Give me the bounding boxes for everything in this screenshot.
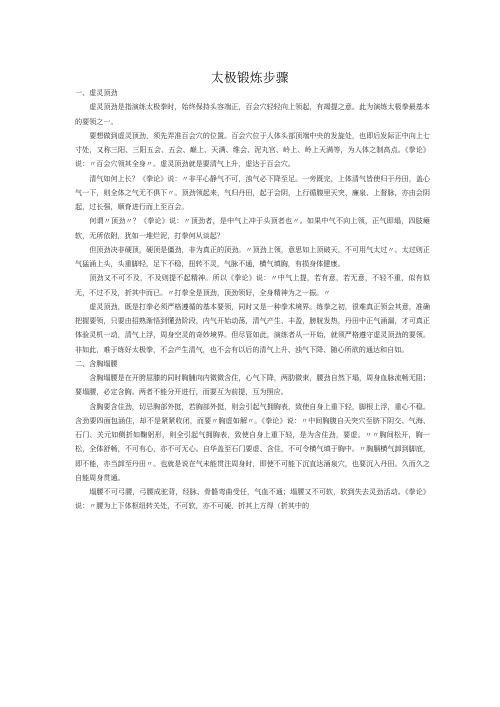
paragraph: 虚灵顶劲，既是打拳必须严格遵循的基本要领，同时又是一种拳术境界。练拳之初，很难真正领会其意，准确把握要领，只要由招熟渐悟到懂劲阶段，内气开始动荡，清气产生、丰盈，膀胱发热，丹田中正气涌漏，才可真正体验灵机一动，清气上浮，周身空灵的奇妙境界。但尽管如此，演练者从一开始，就须严格遵守虚灵顶劲的要领。非如此，难于练好太极拳，不会产生清气，也不会有以后的清气上升、浊气下降、随心所欲的通达和自如。 <box>75 301 430 354</box>
paragraph: 但顶劲决非硬顶，硬顶是僵劲，非为真正的顶劲。〃顶劲上领，意思如上顶破天，不可用气太过〃。太过则正气猛涌上头，头重脚轻，足下不稳，扭转不灵，气脉不通，横气填胸，有损身体健康。 <box>75 244 430 268</box>
paragraph: 虚灵顶劲是指演练太极拳时，始终保持头容端正，百会穴轻轻向上领起，有竭提之意。此为演练太极拳最基本的要领之一。 <box>75 102 430 126</box>
paragraph: 清气如何上长？《拳论》说：〃非平心静气不可，浊气必下降至足。一旁既完，上体清气皆使归于丹田，盖心气一下，则全体之气无不俱下〃。顶劲领起来，气归丹田，起于会阴，上行循腹里天突、廉泉、上督脉，亦由会阴起，过长强，顺脊进行而上至百会。 <box>75 173 430 211</box>
paragraph: 含胸塌腰是在开胯屈膝的同时胸脯向内微微含住，心气下降，两肋微束，腰劲自然下塌，周身血脉流畅无阻；要塌腰，必定含胸。两者不能分开进行，而要互为前提，互为照应。 <box>75 373 430 397</box>
paragraph: 顶劲又不可不及，不及则提不起精神。所以《拳论》说：〃中气上提，若有意，若无意，不轻不重，似有似无，不过不及，折其中而已。〃打拳全是顶劲，顶劲领好，全身精神为之一振。〃 <box>75 273 430 297</box>
paragraph: 含胸要含住劲，切忌胸部外挺，若胸部外挺，则会引起气拥胸表，致使自身上重下轻，脚根上浮，重心不稳。含劲要四面包涵住，却不是紧紧收闭，而要〃胸虚如解〃。《拳论》说：〃中间胸腹自天突穴至脐下阴交、气海、石门、关元如侧折如鞠躬形，则全引起气拥胸表，致使自身上重下轻，是为含住劲，要虚。〃〃胸间松开，胸一松，全体舒畅，不可有心，亦不可无心。自华盖至石门要虚、含住，不可令横气填于胸中。〃胸膈横气卸到脚底，即不能，亦当卸至丹田〃。也就是说在气未能贯注周身时，即使不可能下沉直达涌泉穴，也要沉入丹田。久而久之自能周身贯通。 <box>75 401 430 482</box>
paragraph: 塌腰不可弓腰，弓腰成驼背，经脉、骨骼弯曲受任，气血不通；塌腰又不可软，软到失去灵劲活动。《拳论》说：〃腰为上下体枢纽转关处，不可软，亦不可硬，折其上方得（折其中的 <box>75 487 430 511</box>
section-heading: 一、虚灵顶劲 <box>75 88 118 97</box>
section-heading: 二、含胸塌腰 <box>75 358 118 368</box>
paragraph: 要想做到虚灵顶劲，须先弄准百会穴的位置。百会穴位于人体头部顶端中央的发旋处，也即后发际正中向上七寸处，又称三阳、三阳五会、五会、巅上、天满、维会、泥丸宫、岭上、岭上天满等，为人体之制高点。《拳论》说：〃百会穴领其全身〃。虚灵顶劲就是要清气上升，虚达于百会穴。 <box>75 130 430 169</box>
document-title: 太极锻炼步骤 <box>210 70 289 85</box>
paragraph: 何谓〃顶劲〃？《拳论》说：〃顶劲者，是中气上冲于头顶者也〃。如果中气不向上领，正气即塌，四肢瘫软，无所依附，犹如一堆烂泥，打拳何从谈起？ <box>75 216 430 240</box>
document-body <box>75 86 430 514</box>
